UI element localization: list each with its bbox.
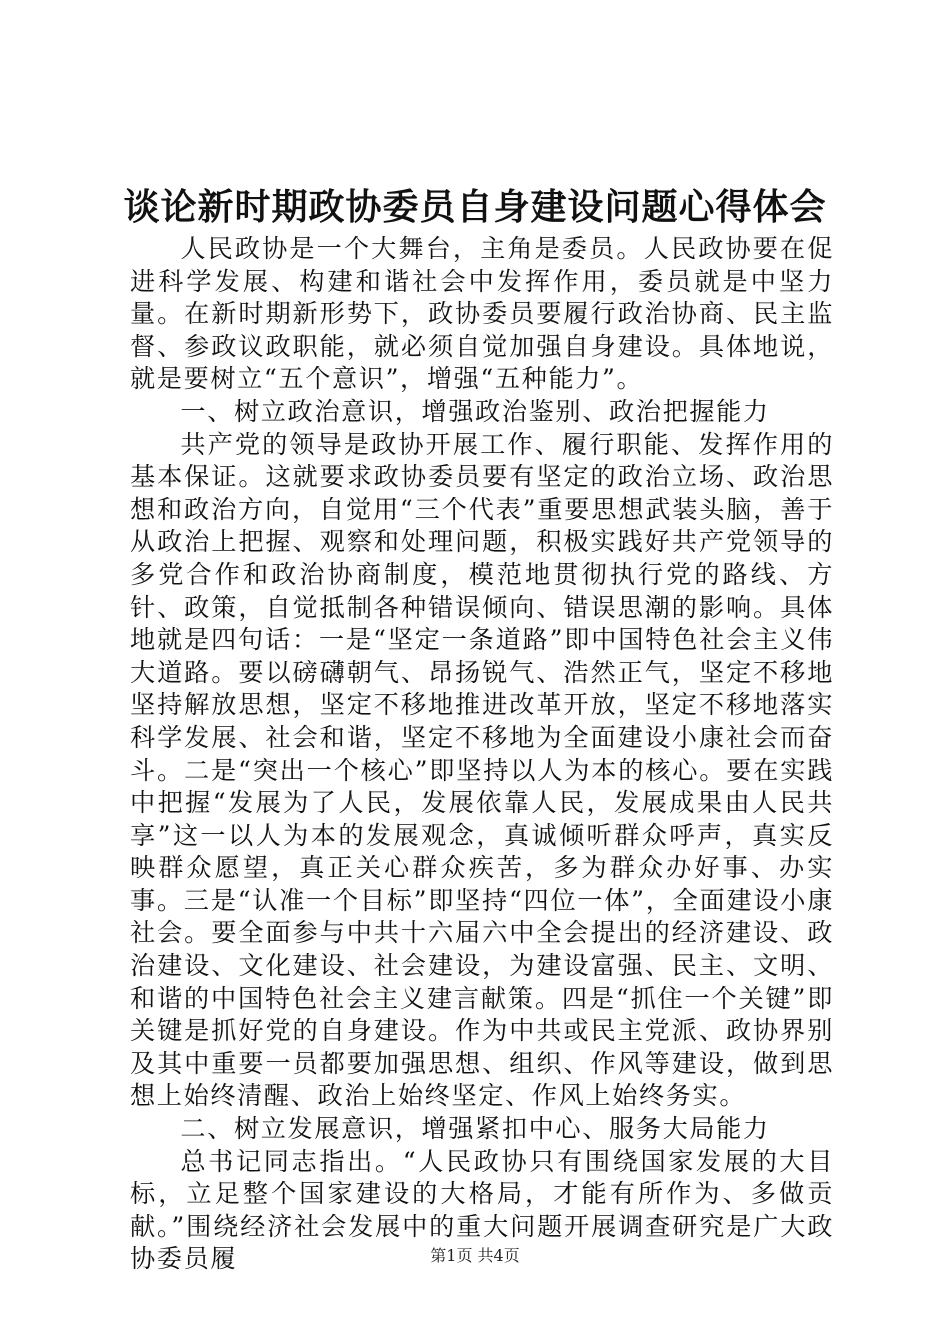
section-heading-2: 二、树立发展意识，增强紧扣中心、服务大局能力 <box>180 1114 770 1144</box>
paragraph-political-awareness: 共产党的领导是政协开展工作、履行职能、发挥作用的基本保证。这就要求政协委员要有坚定的政治立场、政治思想和政治方向，自觉用“三个代表”重要思想武装头脑，善于从政治上把握、观察和处理问题，积极实践好共产党领导的多党合作和政治协商制度，模范地贯彻执行党的路线、方针、政策，自觉抵制各种错误倾向、错误思潮的影响。具体地就是四句话：一是“坚定一条道路”即中国特色社会主义伟大道路。要以磅礴朝气、昂扬锐气、浩然正气，坚定不移地坚持解放思想，坚定不移地推进改革开放，坚定不移地落实科学发展、社会和谐，坚定不移地为全面建设小康社会而奋斗。二是“突出一个核心”即坚持以人为本的核心。要在实践中把握“发展为了人民，发展依靠人民，发展成果由人民共享”这一以人为本的发展观念，真诚倾听群众呼声，真实反映群众愿望，真正关心群众疾苦，多为群众办好事、办实事。三是“认准一个目标”即坚持“四位一体”，全面建设小康社会。要全面参与中共十六届六中全会提出的经济建设、政治建设、文化建设、社会建设，为建设富强、民主、文明、和谐的中国特色社会主义建言献策。四是“抓住一个关键”即关键是抓好党的自身建设。作为中共或民主党派、政协界别及其中重要一员都要加强思想、组织、作风等建设，做到思想上始终清醒、政治上始终坚定、作风上始终务实。 <box>130 429 834 1111</box>
paragraph-intro: 人民政协是一个大舞台，主角是委员。人民政协要在促进科学发展、构建和谐社会中发挥作用，委员就是中坚力量。在新时期新形势下，政协委员要履行政治协商、民主监督、参政议政职能，就必须自觉加强自身建设。具体地说，就是要树立“五个意识”，增强“五种能力”。 <box>130 234 834 394</box>
document-body <box>130 233 834 1276</box>
document-title: 谈论新时期政协委员自身建设问题心得体会 <box>123 186 827 228</box>
section-heading-1: 一、树立政治意识，增强政治鉴别、政治把握能力 <box>180 396 770 426</box>
page-footer: 第1页 共4页 <box>430 1246 520 1265</box>
paragraph-development-awareness: 总书记同志指出。“人民政协只有围绕国家发展的大目标，立足整个国家建设的大格局，才能有所作为、多做贡献。”围绕经济社会发展中的重大问题开展调查研究是广大政协委员履 <box>130 1146 834 1274</box>
